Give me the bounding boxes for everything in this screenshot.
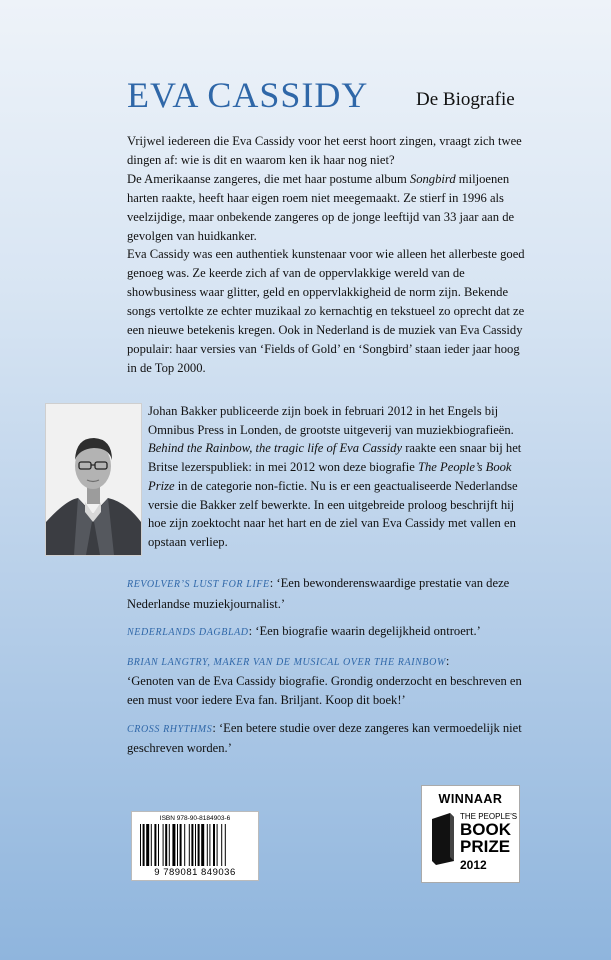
award-badge	[421, 785, 520, 883]
barcode-bar	[140, 824, 141, 866]
quote-text: ‘Een betere studie over deze zangeres kan vermoedelijk niet geschreven worden.’	[127, 720, 522, 756]
quote-text: ‘Een biografie waarin degelijkheid ontroert.’	[255, 624, 481, 639]
book-subtitle: De Biografie	[416, 89, 515, 110]
author-bio: Johan Bakker publiceerde zijn boek in februari 2012 in het Engels bij Omnibus Press in Londen, de grootste uitgeverij van muziekbiografieën. Behind the Rainbow, the tragic life of Eva Cassidy raakte een snaar bij het Britse lezerspubliek: in mei 2012 won deze biografie The People’s Book Prize in de categorie non-fictie. Nu is er een geactualiseerde Nederlandse versie die Bakker zelf bewerkte. In een uitgebreide proloog beschrijft hij hoe zijn zoektocht naar het hart en de ziel van Eva Cassidy met vallen en opstaan verliep.	[148, 404, 522, 549]
barcode-bar	[169, 824, 170, 866]
award-winner-label: WINNAAR	[438, 792, 503, 806]
barcode-bar	[189, 824, 190, 866]
quote-source: REVOLVER’S LUST FOR LIFE	[127, 579, 270, 590]
award-year: 2012	[460, 858, 487, 872]
author-portrait-image	[46, 404, 141, 555]
barcode-bar	[217, 824, 218, 866]
quote-text: ‘Genoten van de Eva Cassidy biografie. Grondig onderzocht en beschreven en een must voor iedere Eva fan. Briljant. Koop dit boek!’	[127, 674, 522, 707]
barcode-bar	[225, 824, 226, 866]
barcode-bar	[154, 824, 156, 866]
award-line-2: BOOK	[460, 820, 511, 839]
barcode-bar	[201, 824, 204, 866]
quote-item: BRIAN LANGTRY, MAKER VAN DE MUSICAL OVER THE RAINBOW: ‘Genoten van de Eva Cassidy biografie. Grondig onderzocht en beschreven en een must voor iedere Eva fan. Briljant. Koop dit boek!’	[127, 653, 522, 707]
english-book-title: Behind the Rainbow, the tragic life of Eva Cassidy	[148, 441, 403, 456]
book-icon	[430, 813, 456, 865]
barcode-bar	[207, 824, 208, 866]
barcode-bar	[151, 824, 152, 866]
barcode-bar	[213, 824, 215, 866]
barcode-bar	[191, 824, 193, 866]
album-title: Songbird	[409, 171, 456, 186]
award-line-1: THE PEOPLE'S	[460, 812, 518, 821]
barcode-bar	[146, 824, 149, 866]
book-title: EVA CASSIDY	[127, 75, 369, 115]
barcode-bar	[180, 824, 182, 866]
quote-text: ‘Een bewonderenswaardige prestatie van deze Nederlandse muziekjournalist.’	[127, 576, 510, 611]
barcode-bar	[184, 824, 185, 866]
barcode-bar	[198, 824, 200, 866]
intro-paragraph-2: De Amerikaanse zangeres, die met haar postume album Songbird miljoenen harten raakte, heeft haar eigen roem niet meegemaakt. Ze stierf in 1996 als veelzijdige, maar onbekende zangeres op de jonge leeftijd van 33 jaar aan de gevolgen van huidkanker.	[127, 171, 515, 243]
intro-paragraph-1: Vrijwel iedereen die Eva Cassidy voor het eerst hoort zingen, vraagt zich twee dingen af: wie is dit en waarom ken ik haar nog niet?	[127, 134, 522, 167]
barcode-bar	[165, 824, 167, 866]
barcode-bar	[143, 824, 145, 866]
barcode-bar	[163, 824, 164, 866]
intro-paragraph-3: Eva Cassidy was een authentiek kunstenaar voor wie alleen het allerbeste goed genoeg was. Ze keerde zich af van de oppervlakkige wereld van de showbusiness waar glitter, geld en oppervlakkigheid de norm zijn. Bekende songs vertolkte ze echter muzikaal zo kernachtig en tekstueel zo oprecht dat ze een nieuwe betekenis kregen. Ook in Nederland is de muziek van Eva Cassidy populair: haar versies van ‘Fields of Gold’ en ‘Songbird’ staan ieder jaar hoog in de Top 2000.	[127, 247, 525, 375]
quote-source: CROSS RHYTHMS	[127, 723, 213, 735]
barcode-bar	[209, 824, 210, 866]
barcode-bar	[177, 824, 178, 866]
barcode-bar	[195, 824, 196, 866]
quote-item: CROSS RHYTHMS: ‘Een betere studie over deze zangeres kan vermoedelijk niet geschreven worden.’	[127, 720, 522, 756]
barcode-bar	[172, 824, 175, 866]
award-line-3: PRIZE	[460, 837, 511, 856]
isbn-label: ISBN 978-90-8184903-6	[159, 815, 231, 822]
barcode-bars	[140, 824, 250, 866]
barcode	[131, 811, 259, 881]
author-photo	[45, 403, 142, 556]
quote-item: NEDERLANDS DAGBLAD: ‘Een biografie waarin degelijkheid ontroert.’	[127, 624, 481, 639]
quote-item: REVOLVER’S LUST FOR LIFE: ‘Een bewonderenswaardige prestatie van deze Nederlandse muziekjournalist.’	[127, 576, 510, 611]
quote-source: NEDERLANDS DAGBLAD	[127, 627, 249, 639]
quote-source: BRIAN LANGTRY, MAKER VAN DE MUSICAL OVER THE RAINBOW	[127, 656, 446, 668]
barcode-bar	[221, 824, 222, 866]
barcode-number: 9 789081 849036	[154, 867, 236, 878]
barcode-bar	[158, 824, 159, 866]
prize-name: The People’s Book Prize	[148, 460, 512, 493]
intro-text	[127, 132, 527, 378]
review-quotes	[127, 574, 527, 767]
